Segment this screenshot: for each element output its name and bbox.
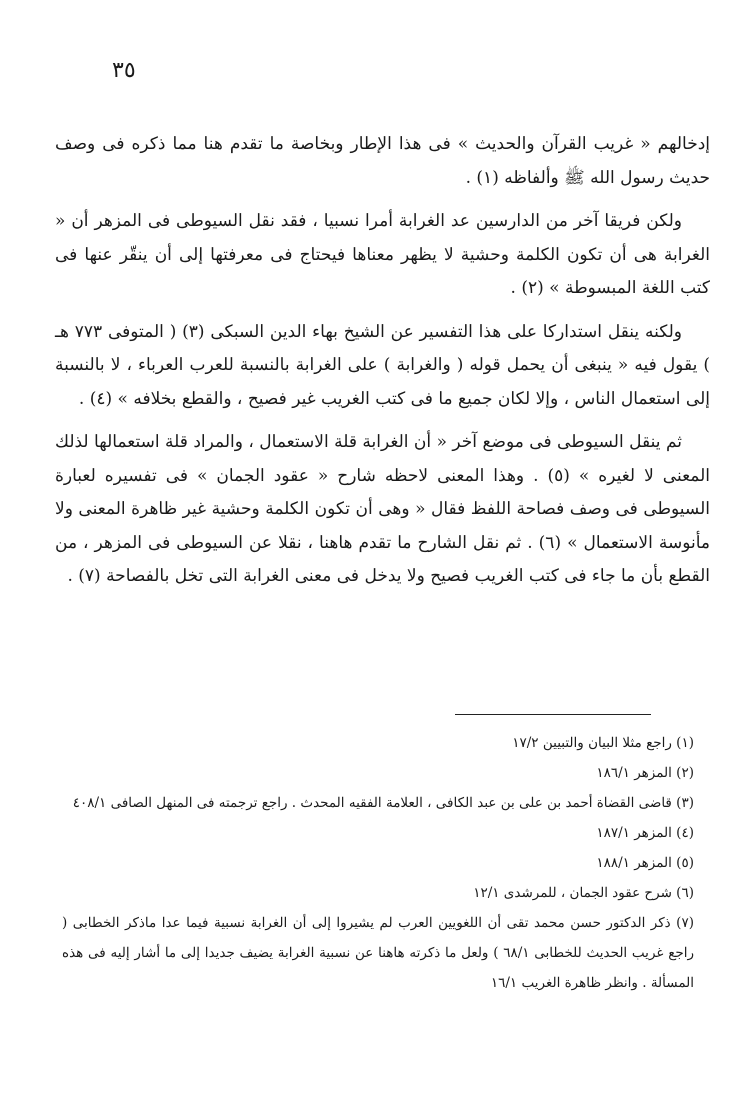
footnote-3: (٣) قاضى القضاة أحمد بن على بن عبد الكافى ، العلامة الفقيه المحدث . راجع ترجمته فى المنهل الصافى ٤٠٨/١ (72, 795, 694, 811)
body-text (55, 128, 710, 604)
footnote-6: (٦) شرح عقود الجمان ، للمرشدى ١٢/١ (473, 885, 694, 901)
footnote-2: (٢) المزهر ١٨٦/١ (596, 765, 694, 781)
page-number: ٣٥ (112, 58, 136, 83)
footnotes (62, 728, 708, 998)
footnote-1: (١) راجع مثلا البيان والتبيين ١٧/٢ (512, 735, 694, 751)
paragraph-1: إدخالهم « غريب القرآن والحديث » فى هذا الإطار وبخاصة ما تقدم هنا مما ذكره فى وصف حديث رسول الله ﷺ وألفاظه (١) . (55, 134, 710, 188)
footnote-4: (٤) المزهر ١٨٧/١ (596, 825, 694, 841)
footnote-5: (٥) المزهر ١٨٨/١ (596, 855, 694, 871)
footnote-separator (455, 714, 651, 715)
footnote-7: (٧) ذكر الدكتور حسن محمد تقى أن اللغويين العرب لم يشيروا إلى أن الغرابة نسبية فيما عدا ماذكر الخطابى ( راجع غريب الحديث للخطابى ٦٨/١ ) ولعل ما ذكرته هاهنا عن نسبية الغرابة يضيف جديدا إلى ما أشار إليه فى هذه المسألة . وانظر ظاهرة الغريب ١٦/١ (62, 915, 694, 991)
paragraph-4: ثم ينقل السيوطى فى موضع آخر « أن الغرابة قلة الاستعمال ، والمراد قلة استعمالها لذلك المعنى لا لغيره » (٥) . وهذا المعنى لاحظه شارح « عقود الجمان » فى تفسيره لعبارة السيوطى فى وصف فصاحة اللفظ فقال « وهى أن تكون الكلمة وحشية غير ظاهرة المعنى ولا مأنوسة الاستعمال » (٦) . ثم نقل الشارح ما تقدم هاهنا ، نقلا عن السيوطى فى المزهر ، من القطع بأن ما جاء فى كتب الغريب فصيح ولا يدخل فى معنى الغرابة التى تخل بالفصاحة (٧) . (55, 432, 711, 586)
paragraph-3: ولكنه ينقل استداركا على هذا التفسير عن الشيخ بهاء الدين السبكى (٣) ( المتوفى ٧٧٣ هـ ) يقول فيه « ينبغى أن يحمل قوله ( والغرابة ) على الغرابة بالنسبة للعرب العرباء ، لا بالنسبة إلى استعمال الناس ، وإلا لكان جميع ما فى كتب الغريب غير فصيح ، والقطع بخلافه » (٤) . (55, 321, 710, 409)
paragraph-2: ولكن فريقا آخر من الدارسين عد الغرابة أمرا نسبيا ، فقد نقل السيوطى فى المزهر أن « الغرابة هى أن تكون الكلمة وحشية لا يظهر معناها فيحتاج فى معرفتها إلى أن ينقّر عنها فى كتب اللغة المبسوطة » (٢) . (55, 211, 710, 298)
